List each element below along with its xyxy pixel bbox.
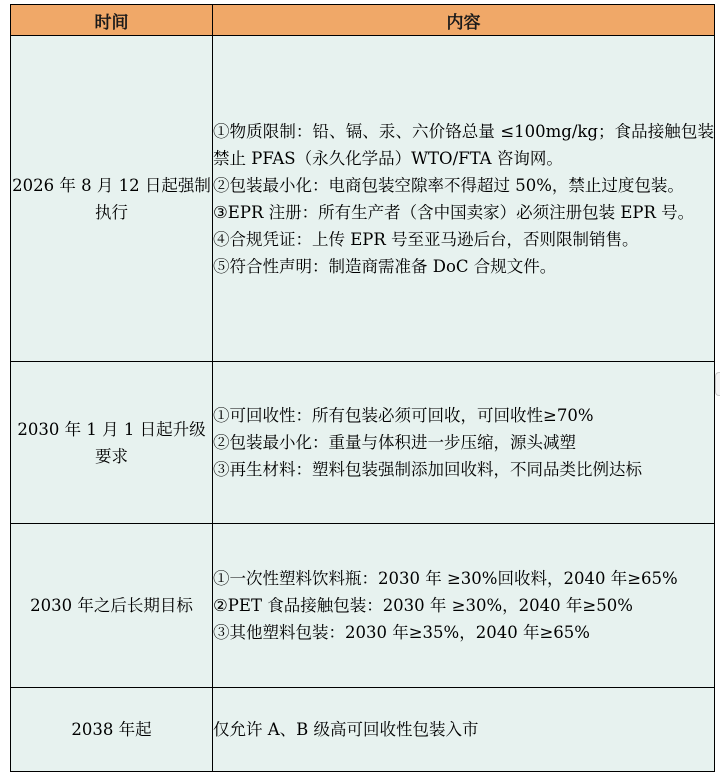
content-line: 仅允许 A、B 级高可回收性包装入市 — [213, 720, 479, 739]
row-time: 2038 年起 — [11, 688, 213, 772]
table-row — [11, 524, 715, 688]
header-content: 内容 — [213, 5, 715, 36]
content-line: ②PET 食品接触包装：2030 年 ≥30%，2040 年≥50% — [213, 596, 633, 615]
content-line: ④合规凭证：上传 EPR 号至亚马逊后台，否则限制销售。 — [213, 229, 639, 249]
table-row — [11, 36, 715, 362]
content-line: ①一次性塑料饮料瓶：2030 年 ≥30%回收料，2040 年≥65% — [213, 569, 678, 588]
row-content — [213, 524, 715, 688]
row-time: 2030 年 1 月 1 日起升级要求 — [11, 362, 213, 524]
row-time: 2026 年 8 月 12 日起强制执行 — [11, 36, 213, 362]
content-line: ⑤符合性声明：制造商需准备 DoC 合规文件。 — [213, 256, 557, 276]
content-line: ③EPR 注册：所有生产者（含中国卖家）必须注册包装 EPR 号。 — [213, 202, 695, 222]
row-content — [213, 36, 715, 362]
content-line: ①物质限制：铅、镉、汞、六价铬总量 ≤100mg/kg；食品接触包装禁止 PFAS（永久化学品）WTO/FTA 咨询网。 — [213, 121, 714, 168]
row-content — [213, 688, 715, 772]
regulation-table — [10, 4, 715, 772]
table-header-row — [11, 5, 715, 36]
content-line: ①可回收性：所有包装必须可回收，可回收性≥70% — [213, 406, 594, 425]
content-line: ②包装最小化：重量与体积进一步压缩，源头减塑 — [213, 433, 576, 452]
row-content — [213, 362, 715, 524]
header-time: 时间 — [11, 5, 213, 36]
content-line: ③其他塑料包装：2030 年≥35%，2040 年≥65% — [213, 623, 590, 642]
table-row — [11, 362, 715, 524]
content-line: ②包装最小化：电商包装空隙率不得超过 50%，禁止过度包装。 — [213, 175, 684, 195]
row-time: 2030 年之后长期目标 — [11, 524, 213, 688]
content-line: ③再生材料：塑料包装强制添加回收料，不同品类比例达标 — [213, 460, 642, 479]
table-row — [11, 688, 715, 772]
side-scroll-handle[interactable] — [715, 372, 720, 396]
